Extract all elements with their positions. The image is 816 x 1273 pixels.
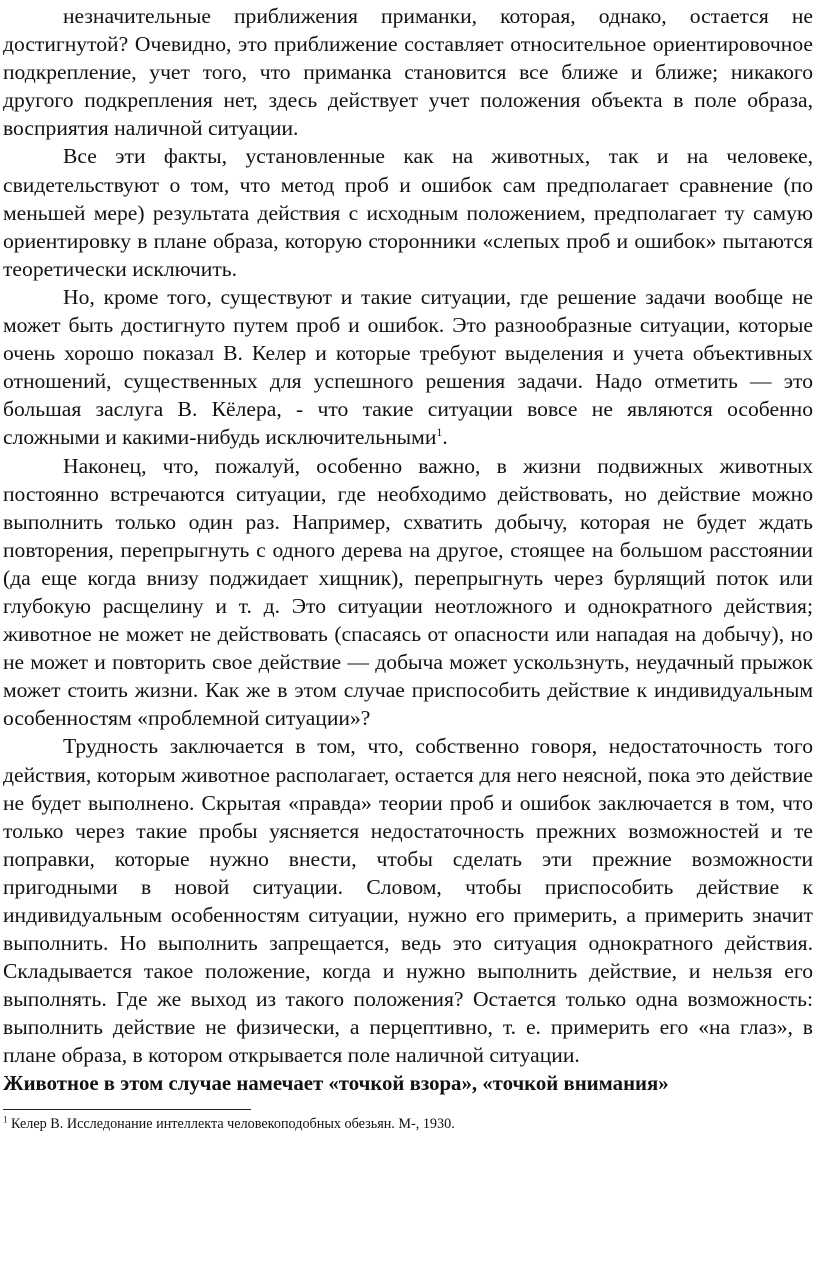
paragraph-end: . [442, 425, 448, 450]
footnote-text: Келер В. Исследонание интеллекта человекоподобных обезьян. М-, 1930. [7, 1115, 455, 1132]
footnote-divider [3, 1109, 251, 1110]
footnote-reference[interactable]: 1 [436, 425, 443, 440]
paragraph: Трудность заключается в том, что, собственно говоря, недостаточность того действия, которым животное располагает, остается для него неясной, пока это действие не будет выполнено. Скрытая «правда» теории проб и ошибок заключается в том, что только через такие пробы уясняется недостаточность прежних возможностей и те поправки, которые нужно внести, чтобы сделать эти прежние возможности пригодными в новой ситуации. Словом, чтобы приспособить действие к индивидуальным особенностям ситуации, нужно его примерить, а примерить значит выполнить. Но выполнить запрещается, ведь это ситуация однократного действия. Складывается такое положение, когда и нужно выполнить действие, и нельзя его выполнять. Где же выход из такого положения? Остается только одна возможность: выполнить действие не физически, а перцептивно, т. е. примерить его «на глаз», в плане образа, в котором открывается поле наличной ситуации. [3, 734, 813, 1068]
footnote-marker: 1 [3, 1113, 8, 1124]
paragraph-with-footnote [3, 283, 813, 452]
paragraph: незначительные приближения приманки, которая, однако, остается не достигнутой? Очевидно, это приближение составляет относительное ориентировочное подкрепление, учет того, что приманка становится все ближе и ближе; никакого другого подкрепления нет, здесь действует учет положения объекта в поле образа, восприятия наличной ситуации. [3, 4, 813, 141]
paragraph: Наконец, что, пожалуй, особенно важно, в жизни подвижных животных постоянно встречаются ситуации, где необходимо действовать, но действие можно выполнить только один раз. Например, схватить добычу, которая не будет ждать повторения, перепрыгнуть с одного дерева на другое, стоящее на большом расстоянии (да еще когда внизу поджидает хищник), перепрыгнуть через бурлящий поток или глубокую расщелину и т. д. Это ситуации неотложного и однократного действия; животное не может не действовать (спасаясь от опасности или нападая на добычу), но не может и повторить свое действие — добыча может ускользнуть, неудачный прыжок может стоить жизни. Как же в этом случае приспособить действие к индивидуальным особенностям «проблемной ситуации»? [3, 453, 813, 731]
footnote [3, 1115, 813, 1133]
paragraph: Все эти факты, установленные как на животных, так и на человеке, свидетельствуют о том, что метод проб и ошибок сам предполагает сравнение (по меньшей мере) результата действия с исходным положением, предполагает ту самую ориентировку в плане образа, которую сторонники «слепых проб и ошибок» пытаются теоретически исключить. [3, 144, 813, 281]
paragraph-text: Но, кроме того, существуют и такие ситуации, где решение задачи вообще не может быть достигнуто путем проб и ошибок. Это разнообразные ситуации, которые очень хорошо показал В. Келер и которые требуют выделения и учета объективных отношений, существенных для успешного решения задачи. Надо отметить — это большая заслуга В. Кёлера, - что такие ситуации вовсе не являются особенно сложными и какими-нибудь исключительными [3, 284, 813, 450]
bold-text-line: Животное в этом случае намечает «точкой взора», «точкой внимания» [3, 1071, 669, 1095]
